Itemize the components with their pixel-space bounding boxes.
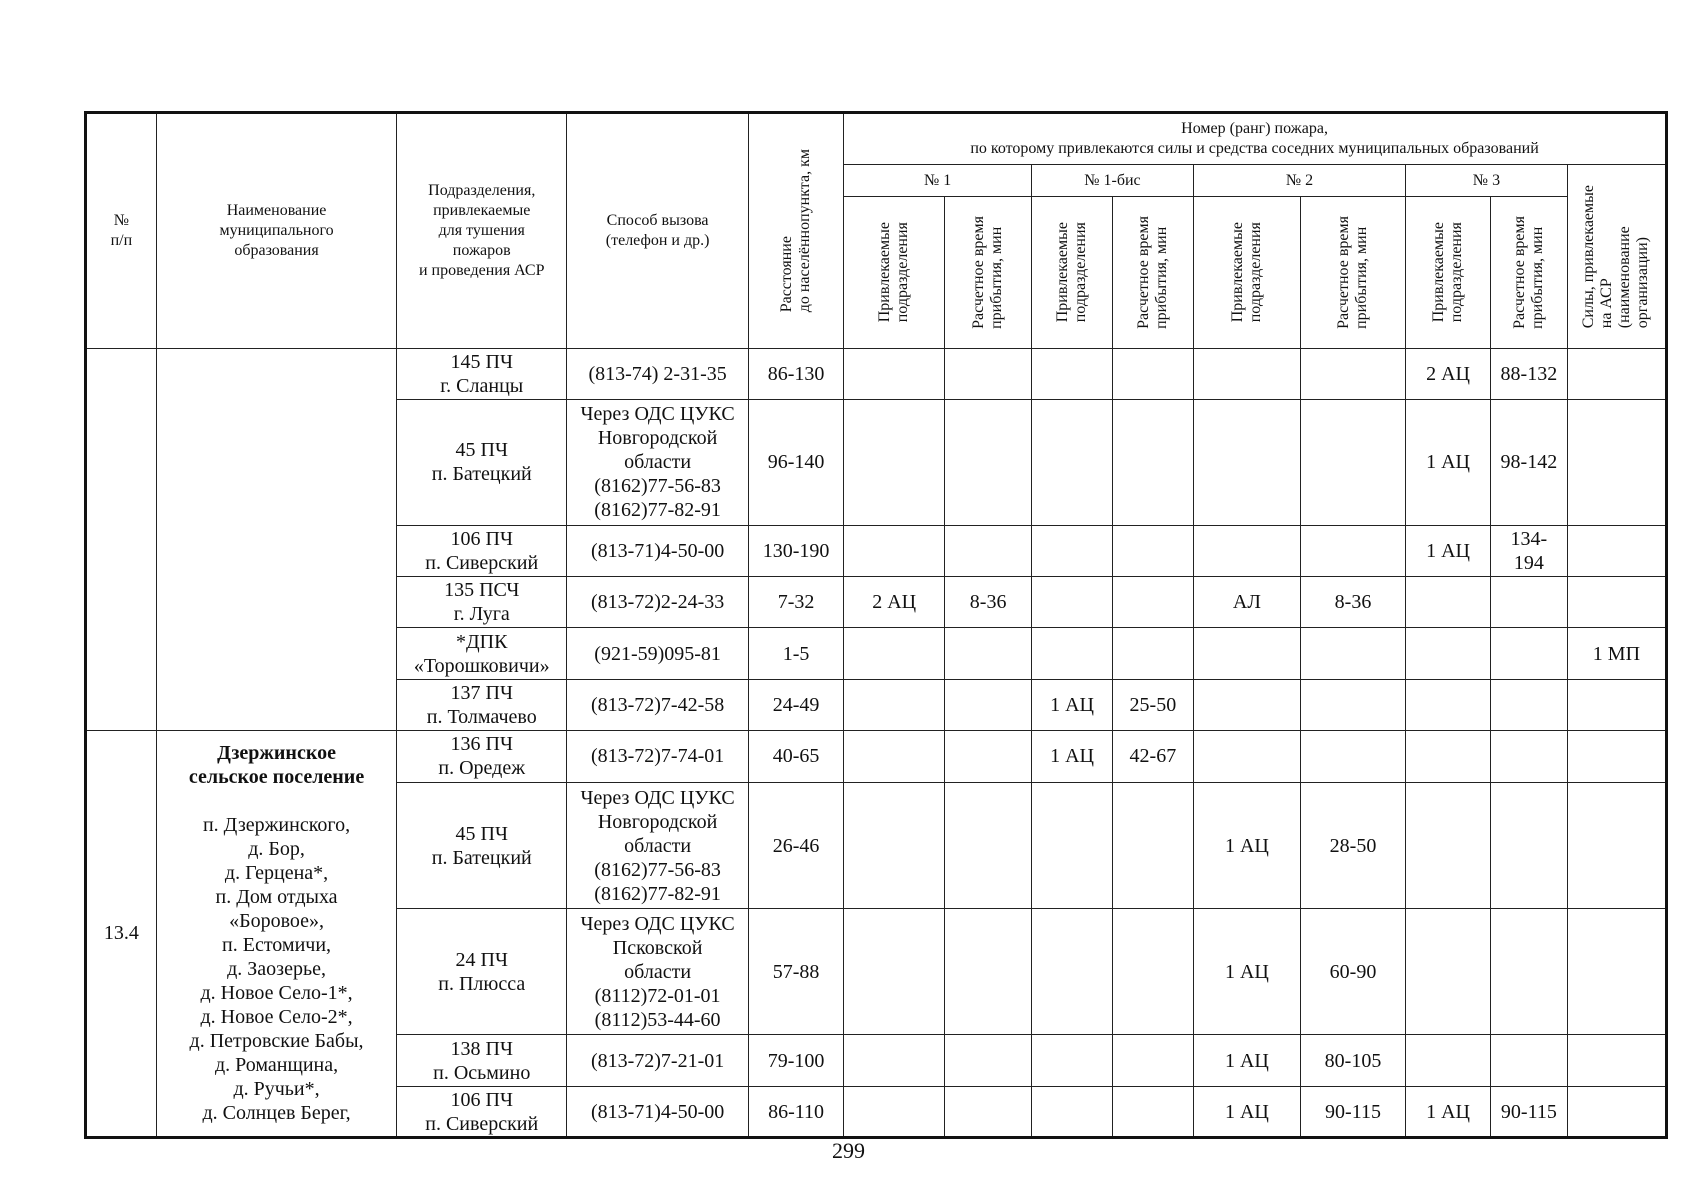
rank1-units-cell: [844, 680, 945, 731]
call-cell: (813-71)4-50-00: [567, 1087, 749, 1138]
asr-forces-cell: 1 МП: [1567, 628, 1666, 680]
header-num: № п/п: [86, 113, 157, 349]
header-rank-1bis: № 1-бис: [1032, 165, 1194, 197]
rank2-units-cell: [1193, 525, 1300, 577]
header-call-method: Способ вызова (телефон и др.): [567, 113, 749, 349]
rank1bis-time-cell: [1112, 782, 1193, 909]
rank1-time-cell: [945, 730, 1032, 782]
rank3-time-cell: 90-115: [1490, 1087, 1567, 1138]
rank1bis-units-cell: [1032, 1035, 1113, 1087]
rank3-time-cell: [1490, 1035, 1567, 1087]
header-rank3-time: [1490, 197, 1567, 349]
rank1bis-time-cell: [1112, 1035, 1193, 1087]
distance-cell: 26-46: [749, 782, 844, 909]
rank1bis-units-cell: [1032, 628, 1113, 680]
rank1bis-time-cell: [1112, 1087, 1193, 1138]
rank1-units-cell: [844, 1087, 945, 1138]
asr-forces-cell: [1567, 730, 1666, 782]
header-municipality: Наименование муниципального образования: [156, 113, 397, 349]
rank1-time-cell: [945, 525, 1032, 577]
header-rank1-units: [844, 197, 945, 349]
header-rank2-time: [1300, 197, 1405, 349]
rank2-time-cell: [1300, 730, 1405, 782]
rank3-time-cell: [1490, 782, 1567, 909]
rank2-time-cell: 80-105: [1300, 1035, 1405, 1087]
rank1bis-time-cell: [1112, 628, 1193, 680]
rank2-time-cell: 90-115: [1300, 1087, 1405, 1138]
rank1-units-cell: [844, 399, 945, 525]
rank1bis-units-cell: [1032, 349, 1113, 400]
call-cell: (813-72)7-42-58: [567, 680, 749, 731]
rank1-time-cell: [945, 680, 1032, 731]
unit-cell: 137 ПЧ п. Толмачево: [397, 680, 567, 731]
unit-cell: 45 ПЧ п. Батецкий: [397, 782, 567, 909]
unit-cell: 136 ПЧ п. Оредеж: [397, 730, 567, 782]
distance-cell: 130-190: [749, 525, 844, 577]
header-rank-3: № 3: [1406, 165, 1568, 197]
rank2-units-cell: [1193, 628, 1300, 680]
asr-forces-cell: [1567, 909, 1666, 1035]
call-cell: Через ОДС ЦУКС Псковской области (8112)72-01-01 (8112)53-44-60: [567, 909, 749, 1035]
rank1-units-cell: [844, 349, 945, 400]
header-units: Подразделения, привлекаемые для тушения пожаров и проведения АСР: [397, 113, 567, 349]
rank1bis-time-cell: [1112, 525, 1193, 577]
rank1-time-cell: [945, 399, 1032, 525]
page-number: 299: [832, 1138, 865, 1163]
rank2-units-cell: 1 АЦ: [1193, 1087, 1300, 1138]
rank3-units-cell: 1 АЦ: [1406, 1087, 1491, 1138]
rank1bis-time-cell: [1112, 399, 1193, 525]
prev-municipality-cell: [156, 349, 397, 731]
unit-cell: 135 ПСЧ г. Луга: [397, 577, 567, 628]
rank2-time-cell: 8-36: [1300, 577, 1405, 628]
unit-cell: 106 ПЧ п. Сиверский: [397, 525, 567, 577]
rank3-units-cell: [1406, 680, 1491, 731]
rank2-units-cell: [1193, 399, 1300, 525]
rank3-time-cell: [1490, 680, 1567, 731]
rank3-time-cell: 134- 194: [1490, 525, 1567, 577]
rank1bis-units-cell: [1032, 1087, 1113, 1138]
prev-num-cell: [86, 349, 157, 731]
rank1bis-time-cell: 25-50: [1112, 680, 1193, 731]
header-rank1bis-units: [1032, 197, 1113, 349]
rank2-units-cell: [1193, 680, 1300, 731]
distance-cell: 7-32: [749, 577, 844, 628]
rank3-time-cell: [1490, 577, 1567, 628]
header-rank-2: № 2: [1193, 165, 1405, 197]
asr-forces-cell: [1567, 1087, 1666, 1138]
distance-cell: 40-65: [749, 730, 844, 782]
rank3-time-cell: 88-132: [1490, 349, 1567, 400]
table-row: [86, 730, 1667, 782]
header-rank1bis-units-text: Привлекаемые подразделения: [1054, 222, 1090, 323]
rank2-units-cell: 1 АЦ: [1193, 909, 1300, 1035]
header-rank1-units-text: Привлекаемые подразделения: [876, 222, 912, 323]
call-cell: (813-72)7-21-01: [567, 1035, 749, 1087]
rank3-units-cell: [1406, 628, 1491, 680]
rank1-units-cell: [844, 628, 945, 680]
rank3-units-cell: 1 АЦ: [1406, 525, 1491, 577]
distance-cell: 96-140: [749, 399, 844, 525]
call-cell: Через ОДС ЦУКС Новгородской области (8162)77-56-83 (8162)77-82-91: [567, 782, 749, 909]
rank2-time-cell: [1300, 628, 1405, 680]
rank1bis-units-cell: [1032, 909, 1113, 1035]
unit-cell: 138 ПЧ п. Осьмино: [397, 1035, 567, 1087]
rank3-units-cell: [1406, 782, 1491, 909]
distance-cell: 57-88: [749, 909, 844, 1035]
rank2-units-cell: АЛ: [1193, 577, 1300, 628]
asr-forces-cell: [1567, 1035, 1666, 1087]
header-distance: [749, 113, 844, 349]
header-rank2-units-text: Привлекаемые подразделения: [1228, 222, 1264, 323]
rank2-time-cell: [1300, 349, 1405, 400]
rank2-units-cell: [1193, 730, 1300, 782]
header-rank2-time-text: Расчетное время прибытия, мин: [1335, 216, 1371, 329]
rank1bis-units-cell: [1032, 782, 1113, 909]
rank1-time-cell: [945, 782, 1032, 909]
rank2-time-cell: 60-90: [1300, 909, 1405, 1035]
asr-forces-cell: [1567, 782, 1666, 909]
distance-cell: 86-130: [749, 349, 844, 400]
rank2-time-cell: [1300, 399, 1405, 525]
header-rank3-time-text: Расчетное время прибытия, мин: [1510, 216, 1546, 329]
header-fire-rank: Номер (ранг) пожара, по которому привлекаются силы и средства соседних муниципальных образований: [844, 113, 1667, 165]
rank2-time-cell: 28-50: [1300, 782, 1405, 909]
rank1bis-time-cell: [1112, 577, 1193, 628]
rank3-time-cell: 98-142: [1490, 399, 1567, 525]
rank3-units-cell: [1406, 730, 1491, 782]
call-cell: (813-74) 2-31-35: [567, 349, 749, 400]
call-cell: (921-59)095-81: [567, 628, 749, 680]
header-rank1bis-time-text: Расчетное время прибытия, мин: [1134, 216, 1170, 329]
header-rank1-time: [945, 197, 1032, 349]
settlements-list: п. Дзержинского, д. Бор, д. Герцена*, п. Дом отдыха «Боровое», п. Естомичи, д. Заозерье, д. Новое Село-1*, д. Новое Село-2*, д. Петровские Бабы, д. Романщина, д. Ручьи*, д. Солнцев Берег,: [189, 814, 364, 1125]
rank1bis-time-cell: [1112, 909, 1193, 1035]
call-cell: (813-71)4-50-00: [567, 525, 749, 577]
rank1-time-cell: [945, 909, 1032, 1035]
rank1bis-units-cell: 1 АЦ: [1032, 730, 1113, 782]
rank3-units-cell: [1406, 577, 1491, 628]
header-asr-forces-text: Силы, привлекаемые на АСР (наименование организации): [1580, 184, 1652, 329]
rank3-units-cell: [1406, 909, 1491, 1035]
rank2-units-cell: [1193, 349, 1300, 400]
rank3-units-cell: 2 АЦ: [1406, 349, 1491, 400]
asr-forces-cell: [1567, 577, 1666, 628]
rank3-time-cell: [1490, 730, 1567, 782]
unit-cell: 24 ПЧ п. Плюсса: [397, 909, 567, 1035]
rank1-time-cell: [945, 1087, 1032, 1138]
rank1bis-units-cell: [1032, 577, 1113, 628]
municipality-cell: [156, 730, 397, 1137]
rank1bis-units-cell: [1032, 525, 1113, 577]
rank1-units-cell: [844, 525, 945, 577]
rank3-time-cell: [1490, 628, 1567, 680]
rank1-time-cell: [945, 349, 1032, 400]
rank3-time-cell: [1490, 909, 1567, 1035]
municipality-name: Дзержинское сельское поселение: [188, 742, 365, 789]
asr-forces-cell: [1567, 399, 1666, 525]
distance-cell: 1-5: [749, 628, 844, 680]
rank1-time-cell: [945, 1035, 1032, 1087]
distance-cell: 79-100: [749, 1035, 844, 1087]
rank1-units-cell: [844, 1035, 945, 1087]
unit-cell: *ДПК «Торошковичи»: [397, 628, 567, 680]
rank1-time-cell: 8-36: [945, 577, 1032, 628]
header-distance-text: Расстояние до населённопункта, км: [778, 149, 814, 313]
rank1bis-time-cell: [1112, 349, 1193, 400]
rank2-time-cell: [1300, 680, 1405, 731]
rank1-units-cell: [844, 730, 945, 782]
rank1-units-cell: [844, 782, 945, 909]
unit-cell: 106 ПЧ п. Сиверский: [397, 1087, 567, 1138]
distance-cell: 86-110: [749, 1087, 844, 1138]
header-rank1-time-text: Расчетное время прибытия, мин: [970, 216, 1006, 329]
rank1bis-units-cell: 1 АЦ: [1032, 680, 1113, 731]
rank2-time-cell: [1300, 525, 1405, 577]
rank3-units-cell: 1 АЦ: [1406, 399, 1491, 525]
asr-forces-cell: [1567, 349, 1666, 400]
call-cell: Через ОДС ЦУКС Новгородской области (8162)77-56-83 (8162)77-82-91: [567, 399, 749, 525]
rank3-units-cell: [1406, 1035, 1491, 1087]
table-row: [86, 349, 1667, 400]
header-rank2-units: [1193, 197, 1300, 349]
header-rank3-units-text: Привлекаемые подразделения: [1430, 222, 1466, 323]
call-cell: (813-72)2-24-33: [567, 577, 749, 628]
unit-cell: 45 ПЧ п. Батецкий: [397, 399, 567, 525]
asr-forces-cell: [1567, 680, 1666, 731]
rank1-units-cell: 2 АЦ: [844, 577, 945, 628]
rank2-units-cell: 1 АЦ: [1193, 782, 1300, 909]
rank1-time-cell: [945, 628, 1032, 680]
municipality-number: 13.4: [86, 730, 157, 1137]
call-cell: (813-72)7-74-01: [567, 730, 749, 782]
header-rank3-units: [1406, 197, 1491, 349]
distance-cell: 24-49: [749, 680, 844, 731]
fire-forces-table: [84, 111, 1668, 1139]
rank1-units-cell: [844, 909, 945, 1035]
rank2-units-cell: 1 АЦ: [1193, 1035, 1300, 1087]
header-asr-forces: [1567, 165, 1666, 349]
rank1bis-units-cell: [1032, 399, 1113, 525]
header-rank-1: № 1: [844, 165, 1032, 197]
asr-forces-cell: [1567, 525, 1666, 577]
rank1bis-time-cell: 42-67: [1112, 730, 1193, 782]
header-rank1bis-time: [1112, 197, 1193, 349]
unit-cell: 145 ПЧ г. Сланцы: [397, 349, 567, 400]
